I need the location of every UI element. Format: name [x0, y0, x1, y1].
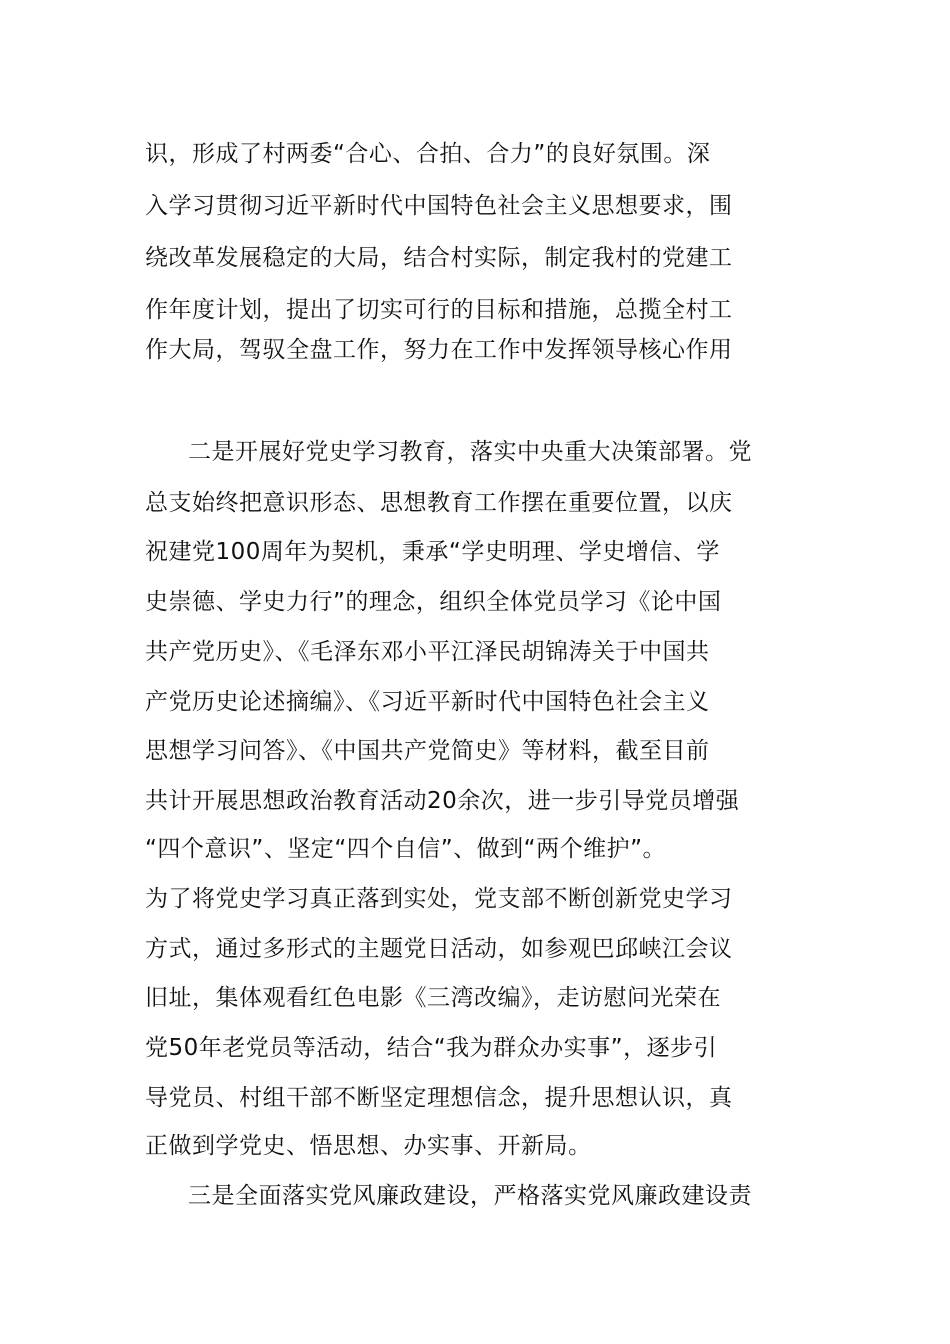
paragraph1-line-1: 识，形成了村两委“合心、合拍、合力”的良好氛围。深 [145, 141, 711, 167]
paragraph3-line-1: 三是全面落实党风廉政建设，严格落实党风廉政建设责 [188, 1183, 752, 1209]
paragraph2-line-14: 导党员、村组干部不断坚定理想信念，提升思想认识，真 [145, 1085, 733, 1111]
paragraph1-line-2: 入学习贯彻习近平新时代中国特色社会主义思想要求，围 [145, 193, 733, 219]
paragraph2-line-11: 方式，通过多形式的主题党日活动，如参观巴邱峡江会议 [145, 936, 733, 962]
paragraph2-line-12: 旧址，集体观看红色电影《三湾改编》，走访慰问光荣在 [145, 985, 721, 1011]
paragraph2-line-2: 总支始终把意识形态、思想教育工作摆在重要位置，以庆 [145, 490, 733, 516]
paragraph2-line-5: 共产党历史》、《毛泽东邓小平江泽民胡锦涛关于中国共 [145, 639, 710, 665]
paragraph2-line-15: 正做到学党史、悟思想、办实事、开新局。 [145, 1133, 592, 1159]
paragraph2-line-4: 史崇德、学史力行”的理念，组织全体党员学习《论中国 [145, 589, 722, 615]
paragraph2-line-8: 共计开展思想政治教育活动20余次，进一步引导党员增强 [145, 788, 740, 814]
paragraph2-line-10: 为了将党史学习真正落到实处，党支部不断创新党史学习 [145, 886, 733, 912]
paragraph1-line-4: 作年度计划，提出了切实可行的目标和措施，总揽全村工 [145, 297, 733, 323]
paragraph2-line-1: 二是开展好党史学习教育，落实中央重大决策部署。党 [188, 439, 752, 465]
paragraph2-line-7: 思想学习问答》、《中国共产党简史》等材料，截至目前 [145, 738, 710, 764]
paragraph2-line-13: 党50年老党员等活动，结合“我为群众办实事”，逐步引 [145, 1035, 718, 1061]
paragraph1-line-5: 作大局，驾驭全盘工作，努力在工作中发挥领导核心作用 [145, 337, 733, 363]
paragraph2-line-3: 祝建党100周年为契机，秉承“学史明理、学史增信、学 [145, 539, 720, 565]
paragraph2-line-9: “四个意识”、坚定“四个自信”、做到“两个维护”。 [145, 836, 666, 862]
paragraph2-line-6: 产党历史论述摘编》、《习近平新时代中国特色社会主义 [145, 689, 710, 715]
paragraph1-line-3: 绕改革发展稳定的大局，结合村实际，制定我村的党建工 [145, 245, 733, 271]
